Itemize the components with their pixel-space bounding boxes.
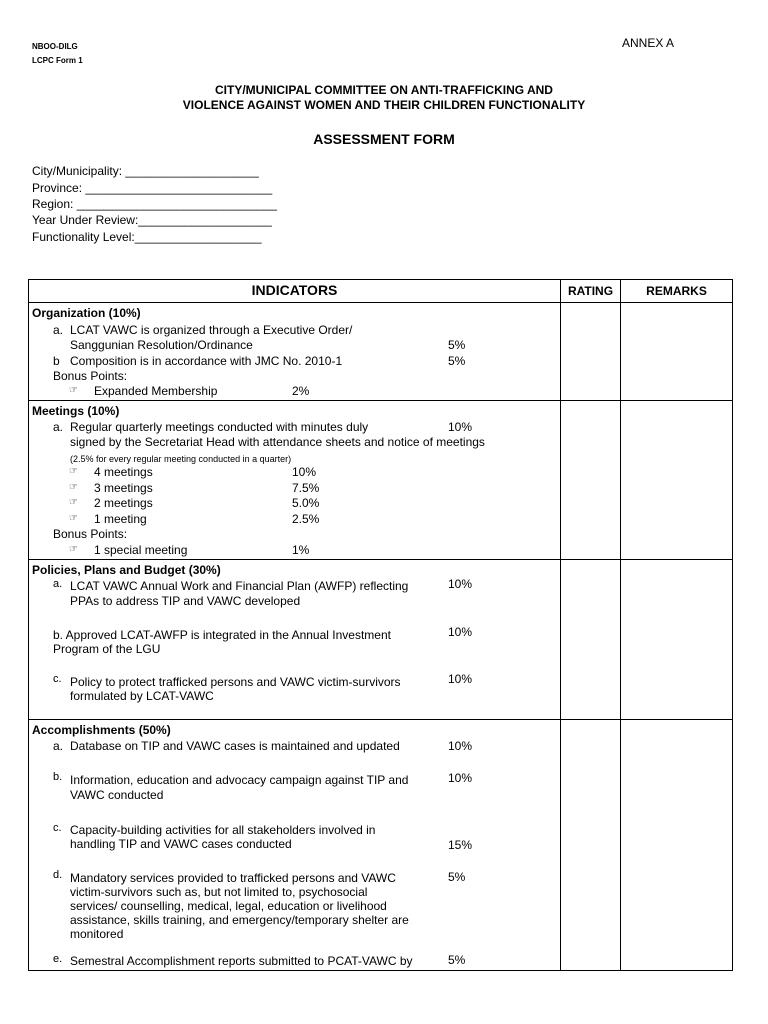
year-under-review-field[interactable]: Year Under Review:____________________ — [32, 213, 272, 227]
org-item-b-marker: b — [53, 354, 60, 368]
acc-item-d-line1: Mandatory services provided to trafficked persons and VAWC — [70, 871, 396, 885]
acc-item-d-percent: 5% — [448, 870, 466, 884]
policies-item-c-percent: 10% — [448, 672, 473, 686]
acc-item-c-line1: Capacity-building activities for all stakeholders involved in — [70, 823, 376, 837]
table-header-row — [29, 280, 733, 303]
special-meeting-label: 1 special meeting — [94, 543, 188, 557]
accomplishments-remarks-cell[interactable] — [621, 720, 733, 971]
title-line-2: VIOLENCE AGAINST WOMEN AND THEIR CHILDREN FUNCTIONALITY — [182, 98, 586, 112]
policies-heading: Policies, Plans and Budget (30%) — [32, 563, 221, 577]
expanded-membership-label: Expanded Membership — [94, 384, 218, 398]
acc-item-b-line1: Information, education and advocacy campaign against TIP and — [70, 773, 409, 787]
org-item-a-line1: LCAT VAWC is organized through a Executive Order/ — [70, 323, 353, 337]
acc-item-b-marker: b. — [53, 771, 63, 783]
expanded-membership-percent: 2% — [292, 384, 310, 398]
org-item-a-marker: a. — [53, 323, 64, 337]
pointing-hand-icon: ☞ — [69, 497, 78, 508]
city-municipality-field[interactable]: City/Municipality: ____________________ — [32, 164, 259, 178]
meetings-2-percent: 5.0% — [292, 496, 320, 510]
meetings-item-a-line2: signed by the Secretariat Head with attendance sheets and notice of meetings — [70, 435, 485, 449]
policies-row — [29, 560, 733, 720]
meetings-item-a-percent: 10% — [448, 420, 473, 434]
accomplishments-heading: Accomplishments (50%) — [32, 723, 171, 737]
acc-item-a-marker: a. — [53, 739, 64, 753]
policies-item-b-percent: 10% — [448, 625, 473, 639]
meetings-3-label: 3 meetings — [94, 481, 153, 495]
meetings-rating-cell[interactable] — [561, 401, 621, 560]
region-field[interactable]: Region: ______________________________ — [32, 197, 277, 211]
meetings-2-label: 2 meetings — [94, 496, 153, 510]
form-code: NBOO-DILG — [32, 42, 78, 51]
policies-rating-cell[interactable] — [561, 560, 621, 720]
acc-item-d-line3: services/ counselling, medical, legal, education or livelihood — [70, 899, 387, 913]
acc-item-e-marker: e. — [53, 953, 63, 965]
pointing-hand-icon: ☞ — [69, 385, 78, 396]
remarks-header: REMARKS — [621, 280, 733, 303]
org-item-b-line1: Composition is in accordance with JMC No. 2010-1 — [70, 354, 343, 368]
accomplishments-row — [29, 720, 733, 971]
meetings-heading: Meetings (10%) — [32, 404, 120, 418]
indicators-header: INDICATORS — [29, 280, 561, 303]
title-line-1: CITY/MUNICIPAL COMMITTEE ON ANTI-TRAFFICKING AND — [215, 83, 553, 97]
organization-remarks-cell[interactable] — [621, 303, 733, 401]
meetings-row — [29, 401, 733, 560]
policies-item-a-percent: 10% — [448, 577, 473, 591]
organization-row — [29, 303, 733, 401]
acc-item-b-percent: 10% — [448, 771, 473, 785]
org-item-b-percent: 5% — [448, 354, 466, 368]
acc-item-a-line1: Database on TIP and VAWC cases is maintained and updated — [70, 739, 400, 753]
acc-item-d-line2: victim-survivors such as, but not limited to, psychosocial — [70, 885, 368, 899]
organization-rating-cell[interactable] — [561, 303, 621, 401]
organization-heading: Organization (10%) — [32, 306, 141, 320]
org-bonus-label: Bonus Points: — [53, 369, 128, 383]
acc-item-c-percent: 15% — [448, 838, 473, 852]
meetings-item-a-marker: a. — [53, 420, 64, 434]
acc-item-c-line2: handling TIP and VAWC cases conducted — [70, 837, 292, 851]
accomplishments-rating-cell[interactable] — [561, 720, 621, 971]
rating-header: RATING — [561, 280, 621, 303]
policies-item-b-line1: b. Approved LCAT-AWFP is integrated in the Annual Investment — [53, 628, 391, 642]
acc-item-d-line4: assistance, skills training, and emergency/temporary shelter are — [70, 913, 409, 927]
meetings-cell — [29, 401, 561, 560]
policies-item-c-marker: c. — [53, 673, 62, 685]
acc-item-b-line2: VAWC conducted — [70, 788, 164, 802]
meetings-3-percent: 7.5% — [292, 481, 320, 495]
meetings-4-label: 4 meetings — [94, 465, 153, 479]
acc-item-d-marker: d. — [53, 869, 63, 881]
meetings-4-percent: 10% — [292, 465, 317, 479]
acc-item-d-line5: monitored — [70, 927, 124, 941]
meetings-item-a-line1: Regular quarterly meetings conducted with minutes duly — [70, 420, 369, 434]
functionality-level-field[interactable]: Functionality Level:___________________ — [32, 230, 262, 244]
org-item-a-line2: Sanggunian Resolution/Ordinance — [70, 338, 253, 352]
form-title: ASSESSMENT FORM — [313, 131, 455, 147]
annex-label: ANNEX A — [622, 36, 675, 50]
meetings-1-percent: 2.5% — [292, 512, 320, 526]
acc-item-e-line1: Semestral Accomplishment reports submitted to PCAT-VAWC by — [70, 954, 413, 968]
indicators-table — [28, 279, 733, 971]
policies-item-c-line2: formulated by LCAT-VAWC — [70, 689, 214, 703]
policies-item-a-line1: LCAT VAWC Annual Work and Financial Plan (AWFP) reflecting — [70, 579, 409, 593]
meetings-remarks-cell[interactable] — [621, 401, 733, 560]
province-field[interactable]: Province: ____________________________ — [32, 181, 273, 195]
form-number: LCPC Form 1 — [32, 56, 83, 65]
pointing-hand-icon: ☞ — [69, 482, 78, 493]
policies-cell — [29, 560, 561, 720]
meetings-1-label: 1 meeting — [94, 512, 147, 526]
accomplishments-cell — [29, 720, 561, 971]
pointing-hand-icon: ☞ — [69, 466, 78, 477]
acc-item-a-percent: 10% — [448, 739, 473, 753]
org-item-a-percent: 5% — [448, 338, 466, 352]
acc-item-c-marker: c. — [53, 822, 62, 834]
policies-remarks-cell[interactable] — [621, 560, 733, 720]
pointing-hand-icon: ☞ — [69, 544, 78, 555]
organization-cell — [29, 303, 561, 401]
policies-item-a-marker: a. — [53, 578, 63, 590]
pointing-hand-icon: ☞ — [69, 513, 78, 524]
meetings-note: (2.5% for every regular meeting conducted in a quarter) — [70, 454, 292, 464]
policies-item-a-line2: PPAs to address TIP and VAWC developed — [70, 594, 301, 608]
special-meeting-percent: 1% — [292, 543, 310, 557]
acc-item-e-percent: 5% — [448, 953, 466, 967]
policies-item-b-line2: Program of the LGU — [53, 642, 161, 656]
meetings-bonus-label: Bonus Points: — [53, 527, 128, 541]
policies-item-c-line1: Policy to protect trafficked persons and VAWC victim-survivors — [70, 675, 401, 689]
